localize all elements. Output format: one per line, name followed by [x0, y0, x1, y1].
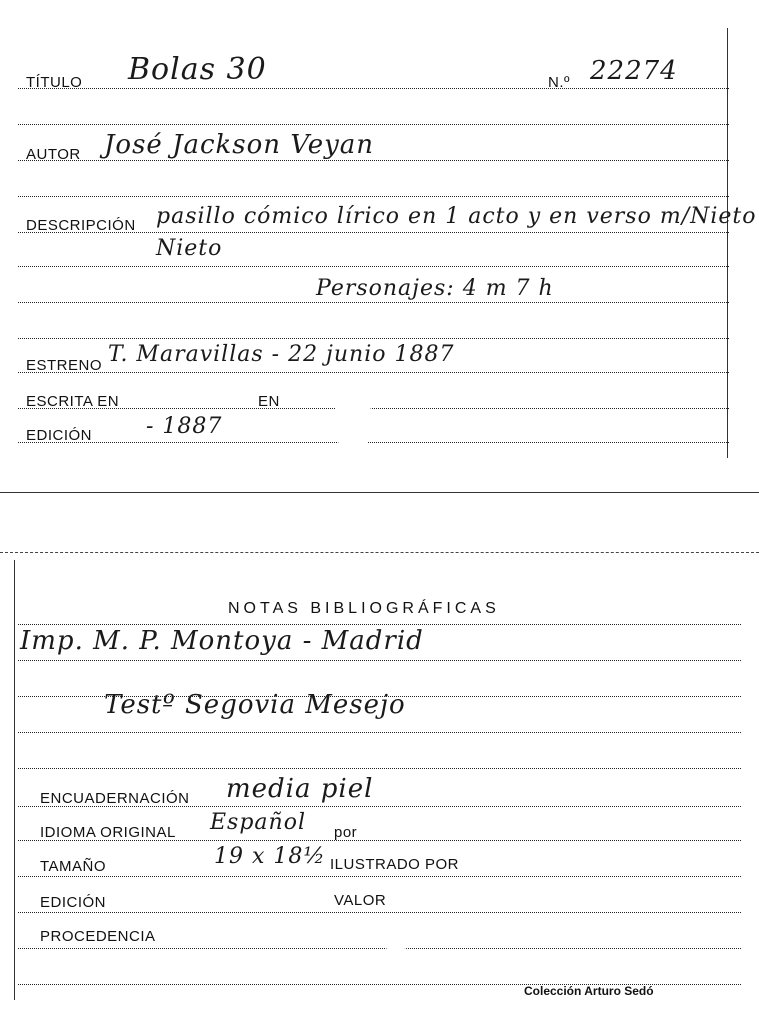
card-top-border — [0, 552, 759, 553]
tamano-line — [18, 876, 741, 877]
edicion2-line — [18, 912, 741, 913]
encuadernacion-label: ENCUADERNACIÓN — [40, 790, 190, 807]
card-right-border — [727, 28, 728, 458]
titulo-label: TÍTULO — [26, 74, 83, 91]
card-hole-bottom — [374, 920, 418, 950]
en-label: EN — [258, 393, 280, 410]
notes-line-2 — [18, 660, 741, 661]
ilustrado-label: ILUSTRADO POR — [330, 856, 460, 873]
descripcion-line1: pasillo cómico lírico en 1 acto y en verso m/Nieto — [156, 204, 757, 229]
card-bottom-border — [0, 492, 759, 493]
notes-line-5 — [18, 768, 741, 769]
tamano-label: TAMAÑO — [40, 858, 107, 875]
edicion-label: EDICIÓN — [26, 427, 93, 444]
por-label: por — [334, 824, 358, 841]
catalog-card-bottom — [0, 540, 759, 1028]
escrita-line — [18, 408, 729, 409]
estreno-line — [18, 372, 729, 373]
notes-line-4 — [18, 732, 741, 733]
procedencia-line — [18, 948, 741, 949]
blank-line-2 — [18, 196, 729, 197]
numero-value: 22274 — [590, 56, 678, 86]
personajes-line — [18, 302, 729, 303]
autor-line — [18, 160, 729, 161]
numero-label: N.º — [548, 74, 570, 91]
notes-value-1: Imp. M. P. Montoya - Madrid — [20, 626, 424, 656]
autor-label: AUTOR — [26, 146, 81, 163]
blank-line-1 — [18, 124, 729, 125]
descripcion-line2: Nieto — [156, 236, 223, 261]
autor-value: José Jackson Veyan — [104, 130, 375, 160]
estreno-value: T. Maravillas - 22 junio 1887 — [108, 342, 455, 367]
collection-footer: Colección Arturo Sedó — [524, 984, 654, 998]
titulo-value: Bolas 30 — [128, 52, 267, 87]
card-hole — [330, 400, 376, 448]
notes-value-2: Testº Segovia Mesejo — [104, 690, 406, 720]
estreno-label: ESTRENO — [26, 357, 103, 374]
idioma-value: Español — [210, 810, 306, 835]
tamano-value: 19 x 18½ — [214, 844, 326, 869]
card-left-border — [14, 560, 15, 1000]
procedencia-label: PROCEDENCIA — [40, 928, 156, 945]
blank-line-4 — [18, 338, 729, 339]
valor-label: VALOR — [334, 892, 387, 909]
notes-line-1 — [18, 624, 741, 625]
titulo-line — [18, 88, 729, 89]
encuadernacion-value: media piel — [226, 774, 374, 804]
edicion-line — [18, 442, 729, 443]
catalog-card-top — [0, 0, 759, 500]
blank-line-3 — [18, 266, 729, 267]
edicion-value: - 1887 — [146, 414, 223, 439]
notas-heading: NOTAS BIBLIOGRÁFICAS — [228, 600, 500, 617]
descripcion-label: DESCRIPCIÓN — [26, 217, 136, 234]
escrita-en-label: ESCRITA EN — [26, 393, 120, 410]
idioma-label: IDIOMA ORIGINAL — [40, 824, 176, 841]
personajes-value: Personajes: 4 m 7 h — [316, 276, 554, 301]
edicion2-label: EDICIÓN — [40, 894, 107, 911]
